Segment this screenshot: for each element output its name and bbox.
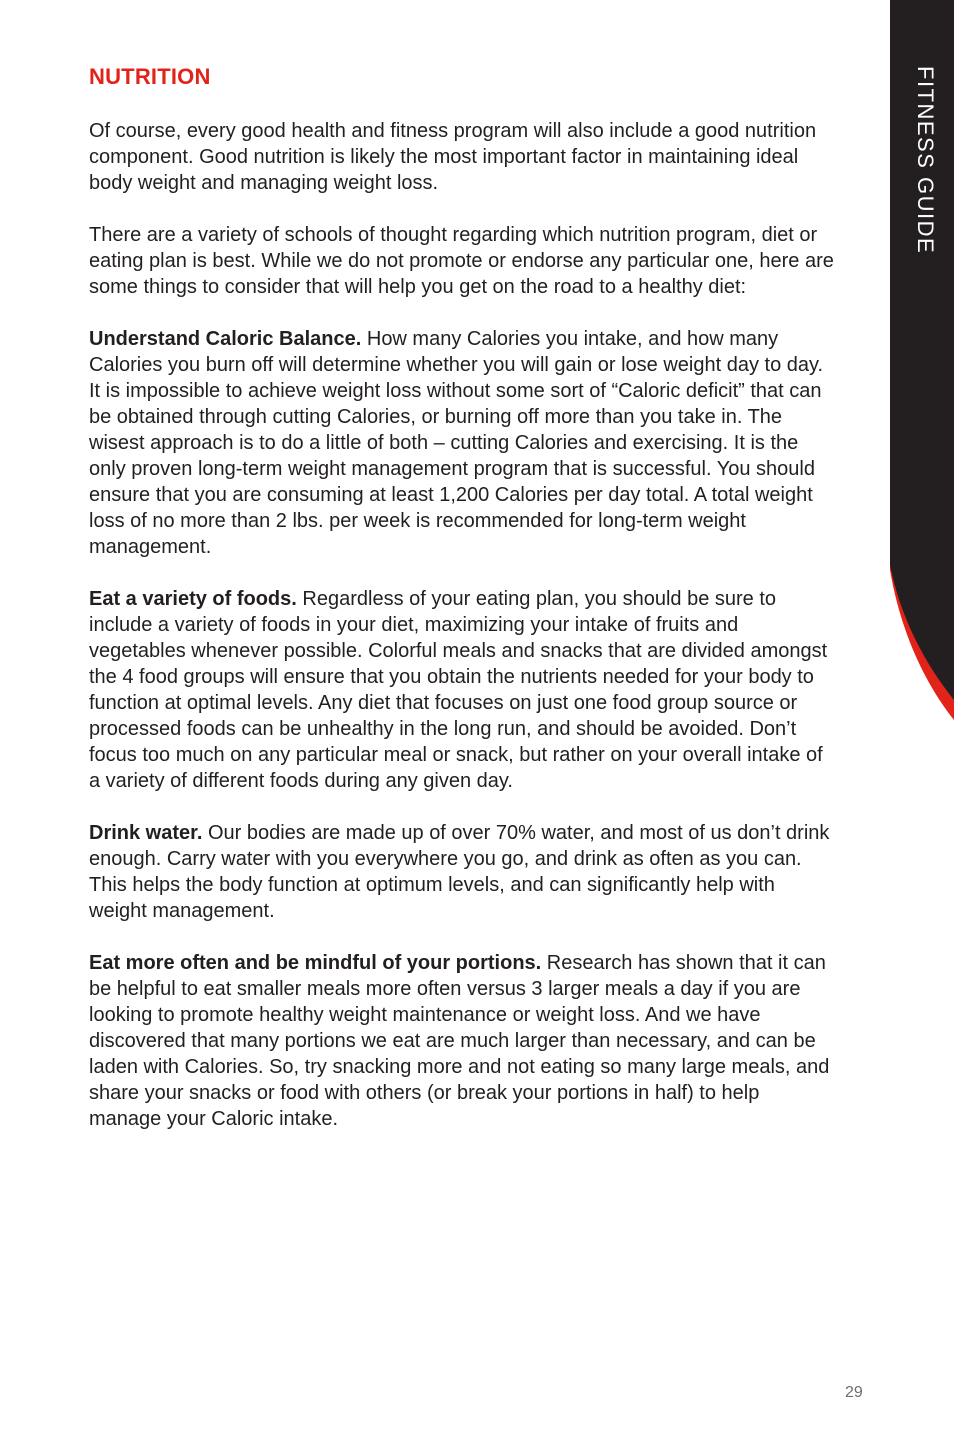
tip-drink-water xyxy=(89,820,834,924)
page-number: 29 xyxy=(845,1384,863,1401)
tip-body: Our bodies are made up of over 70% water, and most of us don’t drink enough. Carry water with you everywhere you go, and drink as often as you can. This helps the body function at optimum levels, and can significantly help with weight management. xyxy=(89,822,830,922)
tip-portions xyxy=(89,950,834,1132)
intro-paragraph-1: Of course, every good health and fitness program will also include a good nutrition component. Good nutrition is likely the most important factor in maintaining ideal body weight and managing weight loss. xyxy=(89,120,817,194)
tip-title: Eat a variety of foods. xyxy=(89,588,297,610)
side-tab-label-wrap xyxy=(890,0,954,560)
section-heading: NUTRITION xyxy=(89,64,211,89)
intro-paragraph-2: There are a variety of schools of thought regarding which nutrition program, diet or eating plan is best. While we do not promote or endorse any particular one, here are some things to consider that will help you get on the road to a healthy diet: xyxy=(89,224,834,298)
tip-variety-of-foods xyxy=(89,586,834,794)
side-tab-label: FITNESS GUIDE xyxy=(913,66,938,255)
tip-title: Understand Caloric Balance. xyxy=(89,328,362,350)
tip-body: How many Calories you intake, and how many Calories you burn off will determine whether you will gain or lose weight day to day. It is impossible to achieve weight loss without some sort of “Caloric deficit” that can be obtained through cutting Calories, or burning off more than you take in. The wisest approach is to do a little of both – cutting Calories and exercising. It is the only proven long-term weight management program that is successful. You should ensure that you are consuming at least 1,200 Calories per day total. A total weight loss of no more than 2 lbs. per week is recommended for long-term weight management. xyxy=(89,328,824,558)
tip-title: Eat more often and be mindful of your portions. xyxy=(89,952,542,974)
tip-body: Regardless of your eating plan, you should be sure to include a variety of foods in your diet, maximizing your intake of fruits and vegetables whenever possible. Colorful meals and snacks that are divided amongst the 4 food groups will ensure that you obtain the nutrients needed for your body to function at optimal levels. Any diet that focuses on just one food group source or processed foods can be unhealthy in the long run, and should be avoided. Don’t focus too much on any particular meal or snack, but rather on your overall intake of a variety of different foods during any given day. xyxy=(89,588,828,792)
tip-caloric-balance xyxy=(89,326,834,560)
tip-body: Research has shown that it can be helpful to eat smaller meals more often versus 3 larger meals a day if you are looking to promote healthy weight maintenance or weight loss. And we have discovered that many portions we eat are much larger than necessary, and can be laden with Calories. So, try snacking more and not eating so many large meals, and share your snacks or food with others (or break your portions in half) to help manage your Caloric intake. xyxy=(89,952,830,1130)
main-content xyxy=(89,62,834,1158)
tip-title: Drink water. xyxy=(89,822,203,844)
